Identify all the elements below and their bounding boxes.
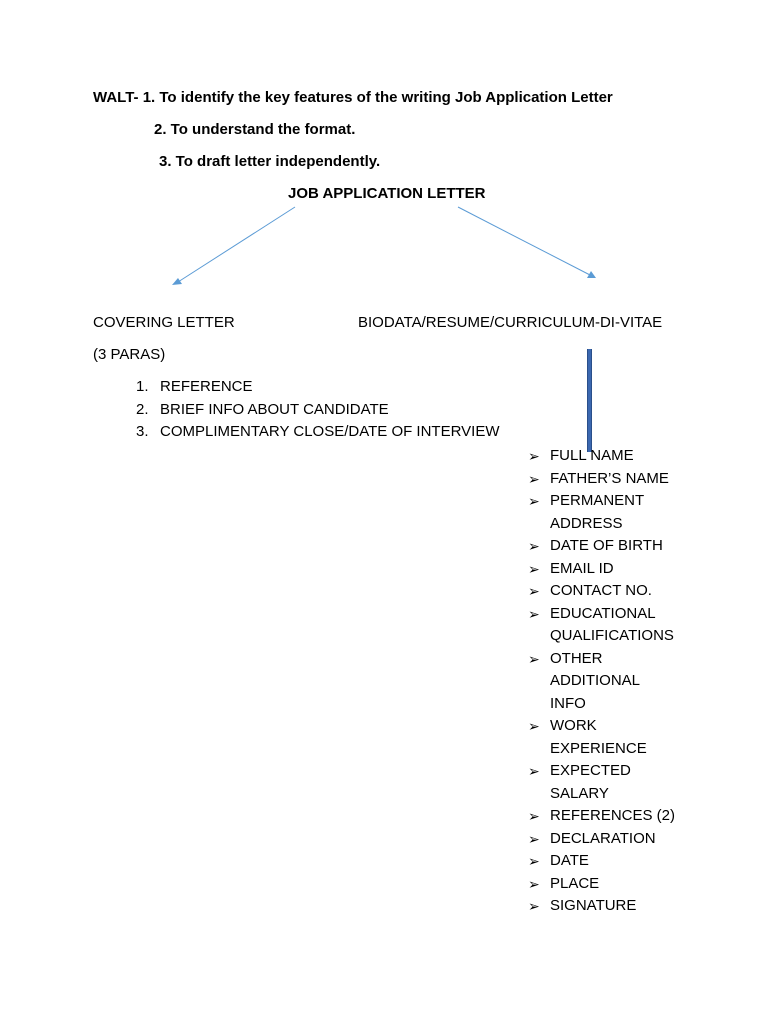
covering-letter-item: [136, 401, 500, 424]
biodata-item-label: REFERENCES (2): [550, 807, 676, 824]
list-item-label: BRIEF INFO ABOUT CANDIDATE: [160, 400, 389, 418]
covering-letter-paras: (3 PARAS): [93, 346, 166, 363]
list-number: 2.: [136, 400, 149, 418]
biodata-item: [528, 603, 682, 648]
arrowhead-bullet-icon: ➢: [528, 538, 540, 554]
walt-line-3: 3. To draft letter independently.: [159, 153, 381, 170]
arrowhead-bullet-icon: ➢: [528, 898, 540, 914]
biodata-item-label: EMAIL ID: [550, 559, 614, 577]
biodata-item-label: OTHER: [550, 649, 603, 667]
biodata-item-label: CONTACT NO.: [550, 582, 652, 599]
biodata-item-label: FATHER’S NAME: [550, 469, 669, 487]
list-item-label: COMPLIMENTARY CLOSE/DATE OF INTERVIEW: [160, 423, 500, 440]
biodata-item-label: SALARY: [550, 784, 609, 802]
biodata-item: [528, 895, 682, 918]
biodata-item-label: FULL NAME: [550, 447, 634, 464]
biodata-list: [528, 445, 682, 918]
biodata-item: [528, 648, 682, 716]
covering-letter-item: [136, 423, 500, 446]
biodata-item: [528, 445, 682, 468]
biodata-item: [528, 535, 682, 558]
list-number: 3.: [136, 423, 149, 440]
list-item-label: REFERENCE: [160, 378, 253, 395]
arrowhead-bullet-icon: ➢: [528, 830, 540, 847]
biodata-item: [528, 760, 682, 805]
biodata-item: [528, 580, 682, 603]
arrowhead-bullet-icon: ➢: [528, 448, 540, 464]
biodata-item-label: SIGNATURE: [550, 897, 637, 914]
arrowhead-bullet-icon: ➢: [528, 718, 540, 734]
arrowhead-bullet-icon: ➢: [528, 650, 540, 667]
biodata-item-label: PERMANENT: [550, 492, 645, 509]
covering-letter-list: [136, 378, 500, 446]
biodata-item-label: DATE: [550, 852, 589, 869]
arrowhead-bullet-icon: ➢: [528, 853, 540, 869]
covering-letter-title: COVERING LETTER: [93, 314, 235, 331]
biodata-item-label: ADDRESS: [550, 514, 623, 532]
left-branch-arrow-line: [178, 207, 295, 282]
biodata-item-label: EDUCATIONAL: [550, 604, 656, 622]
biodata-item: [528, 873, 682, 896]
biodata-item-label: PLACE: [550, 874, 600, 892]
covering-letter-item: [136, 378, 500, 401]
biodata-item-label: WORK: [550, 717, 597, 734]
list-number: 1.: [136, 378, 149, 395]
walt-line-1: WALT- 1. To identify the key features of the writing Job Application Letter: [93, 89, 613, 106]
biodata-item-label: EXPECTED: [550, 762, 631, 779]
arrowhead-bullet-icon: ➢: [528, 470, 540, 487]
vertical-connector-bar: [587, 349, 592, 452]
biodata-item-label: INFO: [550, 694, 586, 712]
arrowhead-bullet-icon: ➢: [528, 493, 540, 509]
biodata-item: [528, 828, 682, 851]
arrowhead-bullet-icon: ➢: [528, 560, 540, 577]
biodata-item-label: ADDITIONAL: [550, 672, 641, 689]
arrowhead-bullet-icon: ➢: [528, 763, 540, 779]
left-branch-arrowhead: [172, 278, 182, 285]
biodata-item: [528, 850, 682, 873]
biodata-item: [528, 558, 682, 581]
biodata-item-label: QUALIFICATIONS: [550, 627, 674, 644]
arrowhead-bullet-icon: ➢: [528, 808, 540, 824]
arrowhead-bullet-icon: ➢: [528, 605, 540, 622]
arrowhead-bullet-icon: ➢: [528, 583, 540, 599]
biodata-item: [528, 715, 682, 760]
walt-line-2: 2. To understand the format.: [154, 121, 356, 138]
biodata-item: [528, 805, 682, 828]
biodata-title: BIODATA/RESUME/CURRICULUM-DI-VITAE: [358, 314, 663, 331]
arrowhead-bullet-icon: ➢: [528, 875, 540, 892]
document-heading: JOB APPLICATION LETTER: [288, 185, 486, 202]
right-branch-arrow-line: [458, 207, 590, 275]
biodata-item: [528, 468, 682, 491]
biodata-item: [528, 490, 682, 535]
biodata-item-label: DATE OF BIRTH: [550, 537, 663, 554]
biodata-item-label: EXPERIENCE: [550, 739, 647, 757]
biodata-item-label: DECLARATION: [550, 829, 656, 847]
